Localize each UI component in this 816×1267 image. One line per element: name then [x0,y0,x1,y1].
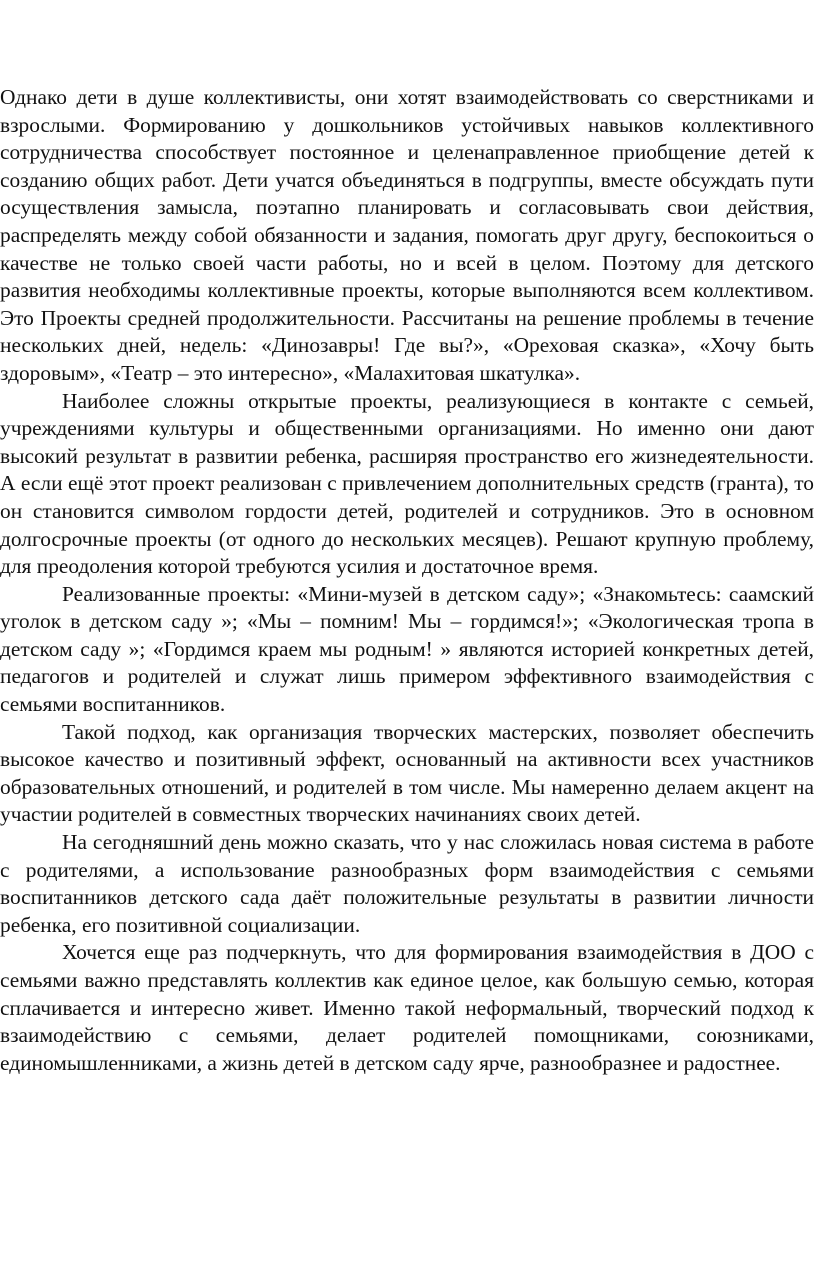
paragraph-creative-workshops: Такой подход, как организация творческих мастерских, позволяет обеспечить высокое качество и позитивный эффект, основанный на активности всех участников образовательных отношений, и родителей в том числе. Мы намеренно делаем акцент на участии родителей в совместных творческих начинаниях своих детей. [0,719,814,827]
paragraph-collective-projects: Однако дети в душе коллективисты, они хотят взаимодействовать со сверстниками и взрослыми. Формированию у дошкольников устойчивых навыков коллективного сотрудничества способствует постоянное и целенаправленное приобщение детей к созданию общих работ. Дети учатся объединяться в подгруппы, вместе обсуждать пути осуществления замысла, поэтапно планировать и согласовывать свои действия, распределять между собой обязанности и задания, помогать друг другу, беспокоиться о качестве не только своей части работы, но и всей в целом. Поэтому для детского развития необходимы коллективные проекты, которые выполняются всем коллективом. Это Проекты средней продолжительности. Рассчитаны на решение проблемы в течение нескольких дней, недель: «Динозавры! Где вы?», «Ореховая сказка», «Хочу быть здоровым», «Театр – это интересно», «Малахитовая шкатулка». [0,85,814,385]
paragraph-new-system: На сегодняшний день можно сказать, что у нас сложилась новая система в работе с родителями, а использование разнообразных форм взаимодействия с семьями воспитанников детского сада даёт положительные результаты в развитии личности ребенка, его позитивной социализации. [0,830,814,937]
paragraph-open-projects: Наиболее сложны открытые проекты, реализующиеся в контакте с семьей, учреждениями культуры и общественными организациями. Но именно они дают высокий результат в развитии ребенка, расширяя пространство его жизнедеятельности. А если ещё этот проект реализован с привлечением дополнительных средств (гранта), то он становится символом гордости детей, родителей и сотрудников. Это в основном долгосрочные проекты (от одного до нескольких месяцев). Решают крупную проблему, для преодоления которой требуются усилия и достаточное время. [0,388,814,579]
paragraph-realized-projects: Реализованные проекты: «Мини-музей в детском саду»; «Знакомьтесь: саамский уголок в детском саду »; «Мы – помним! Мы – гордимся!»; «Экологическая тропа в детском саду »; «Гордимся краем мы родным! » являются историей конкретных детей, педагогов и родителей и служат лишь примером эффективного взаимодействия с семьями воспитанников. [0,581,814,717]
paragraph-conclusion: Хочется еще раз подчеркнуть, что для формирования взаимодействия в ДОО с семьями важно представлять коллектив как единое целое, как большую семью, которая сплачивается и интересно живет. Именно такой неформальный, творческий подход к взаимодействию с семьями, делает родителей помощниками, союзниками, единомышленниками, а жизнь детей в детском саду ярче, разнообразнее и радостнее. [0,940,814,1075]
document-page [0,84,814,1077]
